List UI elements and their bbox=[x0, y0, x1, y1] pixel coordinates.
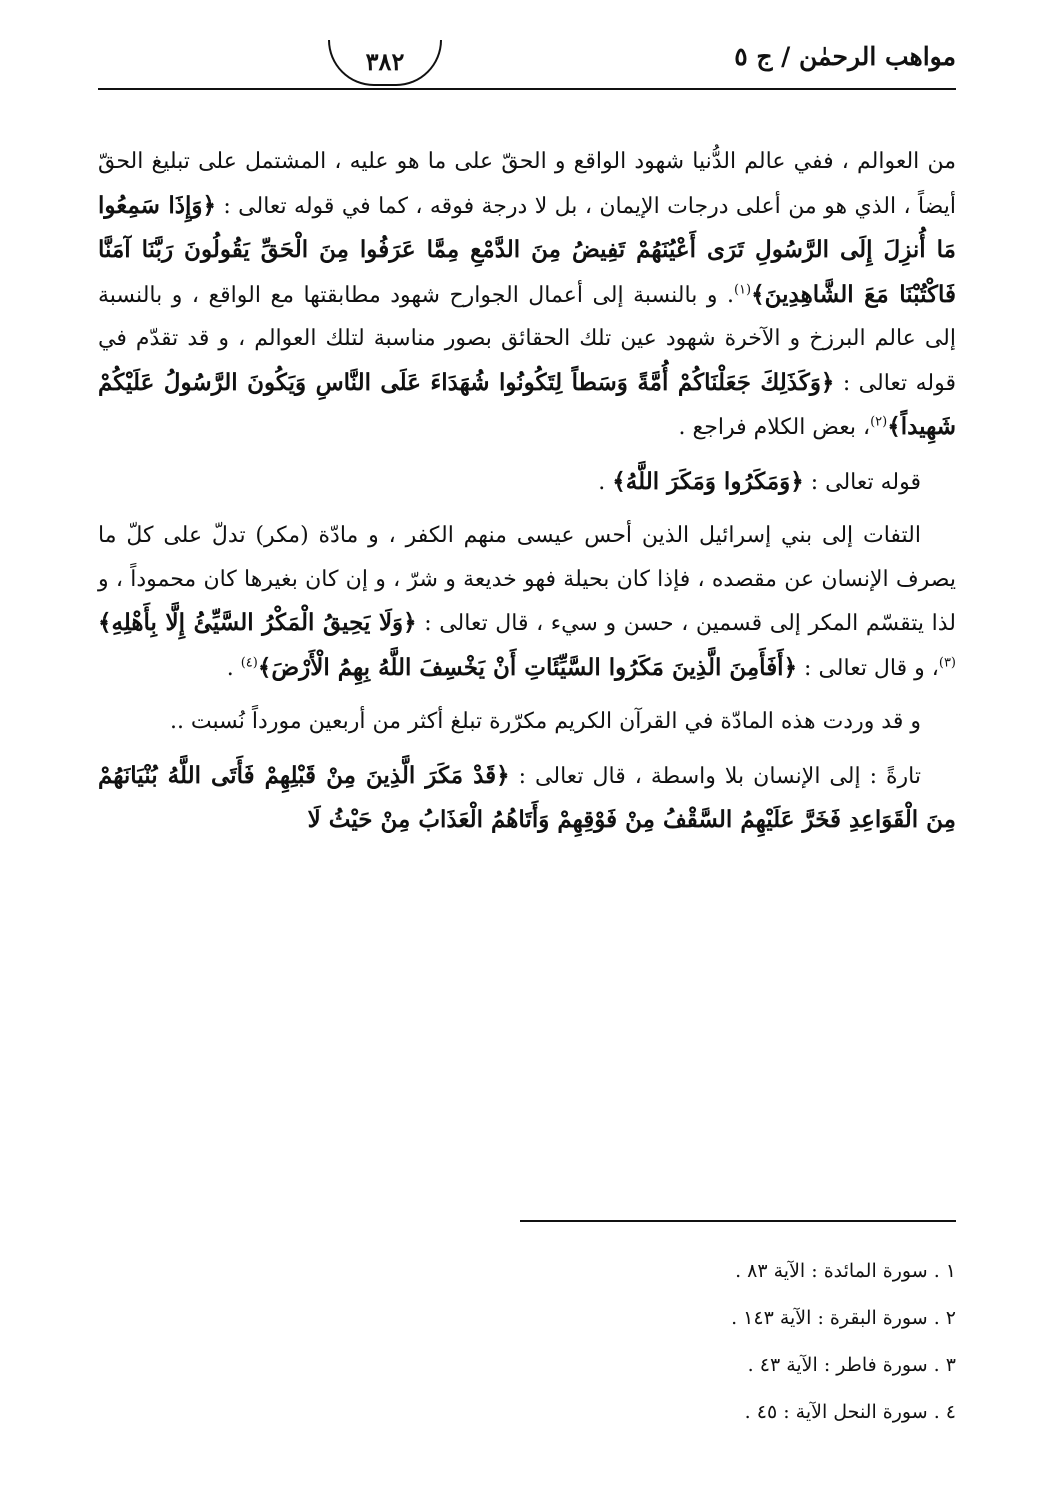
body-paragraph bbox=[98, 700, 956, 744]
text-run: . bbox=[226, 655, 241, 681]
body-text bbox=[98, 140, 956, 843]
text-run: قوله تعالى : bbox=[803, 469, 921, 495]
body-paragraph bbox=[98, 754, 956, 843]
text-run: . و بالنسبة إلى أعمال الجوارح شهود مطابقتها مع الواقع ، و بالنسبة إلى عالم البرزخ و الآخرة شهود عين تلك الحقائق بصور مناسبة لتلك العوالم ، و قد تقدّم في قوله تعالى : bbox=[98, 282, 956, 396]
footnote-ref: (٢) bbox=[870, 414, 888, 430]
quran-quote: ﴿وَكَذَلِكَ جَعَلْنَاكُمْ أُمَّةً وَسَطاً لِتَكُونُوا شُهَدَاءَ عَلَى النَّاسِ وَيَكُونَ الرَّسُولُ عَلَيْكُمْ شَهِيداً﴾ bbox=[98, 368, 956, 440]
text-run: التفات إلى بني إسرائيل الذين أحس عيسى منهم الكفر ، و مادّة (مكر) تدلّ على كلّ ما يصرف الإنسان عن مقصده ، فإذا كان بحيلة فهو خديعة و شرّ ، و إن كان بغيرها كان محموداً ، و لذا يتقسّم المكر إلى قسمين ، حسن و سيء ، قال تعالى : bbox=[98, 523, 956, 636]
text-run: ، بعض الكلام فراجع . bbox=[678, 415, 871, 440]
text-run: و قد وردت هذه المادّة في القرآن الكريم مكرّرة تبلغ أكثر من أربعين مورداً نُسبت .. bbox=[169, 709, 921, 734]
header-rule bbox=[98, 88, 956, 90]
footnote-separator bbox=[520, 1220, 956, 1222]
footnote-1: ١ . سورة المائدة : الآية ٨٣ . bbox=[735, 1260, 956, 1282]
quran-quote: ﴿أَفَأَمِنَ الَّذِينَ مَكَرُوا السَّيِّئَاتِ أَنْ يَخْسِفَ اللَّهُ بِهِمُ الْأَرْضَ﴾ bbox=[257, 653, 798, 681]
quran-quote: ﴿وَلَا يَحِيقُ الْمَكْرُ السَّيِّئُ إِلَّا بِأَهْلِهِ﴾ bbox=[98, 609, 417, 636]
footnote-3: ٣ . سورة فاطر : الآية ٤٣ . bbox=[747, 1354, 956, 1376]
footnote-ref: (٣) bbox=[938, 655, 956, 671]
quran-quote: ﴿وَمَكَرُوا وَمَكَرَ اللَّهُ﴾ bbox=[612, 467, 804, 495]
text-run: تارةً : إلى الإنسان بلا واسطة ، قال تعالى : bbox=[509, 763, 921, 789]
page-number: ٣٨٢ bbox=[328, 40, 442, 86]
book-title: مواهب الرحمٰن / ج ٥ bbox=[734, 42, 956, 71]
page-header bbox=[98, 36, 956, 96]
body-paragraph bbox=[98, 514, 956, 690]
body-paragraph bbox=[98, 140, 956, 450]
quran-quote: ﴿وَإِذَا سَمِعُوا مَا أُنزِلَ إِلَى الرَّسُولِ تَرَى أَعْيُنَهُمْ تَفِيضُ مِنَ الدَّمْعِ مِمَّا عَرَفُوا مِنَ الْحَقِّ يَقُولُونَ رَبَّنَا آمَنَّا فَاكْتُبْنَا مَعَ الشَّاهِدِينَ﴾ bbox=[98, 191, 956, 308]
footnote-2: ٢ . سورة البقرة : الآية ١٤٣ . bbox=[731, 1307, 956, 1329]
text-run: من العوالم ، ففي عالم الدُّنيا شهود الواقع و الحقّ على ما هو عليه ، المشتمل على تبليغ الحقّ أيضاً ، الذي هو من أعلى درجات الإيمان ، بل لا درجة فوقه ، كما في قوله تعالى : bbox=[98, 149, 956, 219]
footnote-ref: (١) bbox=[733, 282, 752, 298]
quran-quote: ﴿قَدْ مَكَرَ الَّذِينَ مِنْ قَبْلِهِمْ فَأَتَى اللَّهُ بُنْيَانَهُمْ مِنَ الْقَوَاعِدِ فَخَرَّ عَلَيْهِمُ السَّقْفُ مِنْ فَوْقِهِمْ وَأَتَاهُمُ الْعَذَابُ مِنْ حَيْثُ لَا bbox=[98, 761, 956, 833]
footnote-4: ٤ . سورة النحل الآية : ٤٥ . bbox=[744, 1401, 956, 1423]
text-run: . bbox=[598, 469, 613, 495]
body-paragraph bbox=[98, 460, 956, 505]
text-run: ، و قال تعالى : bbox=[797, 655, 939, 681]
footnotes bbox=[560, 1248, 956, 1436]
footnote-ref: (٤) bbox=[240, 655, 258, 671]
